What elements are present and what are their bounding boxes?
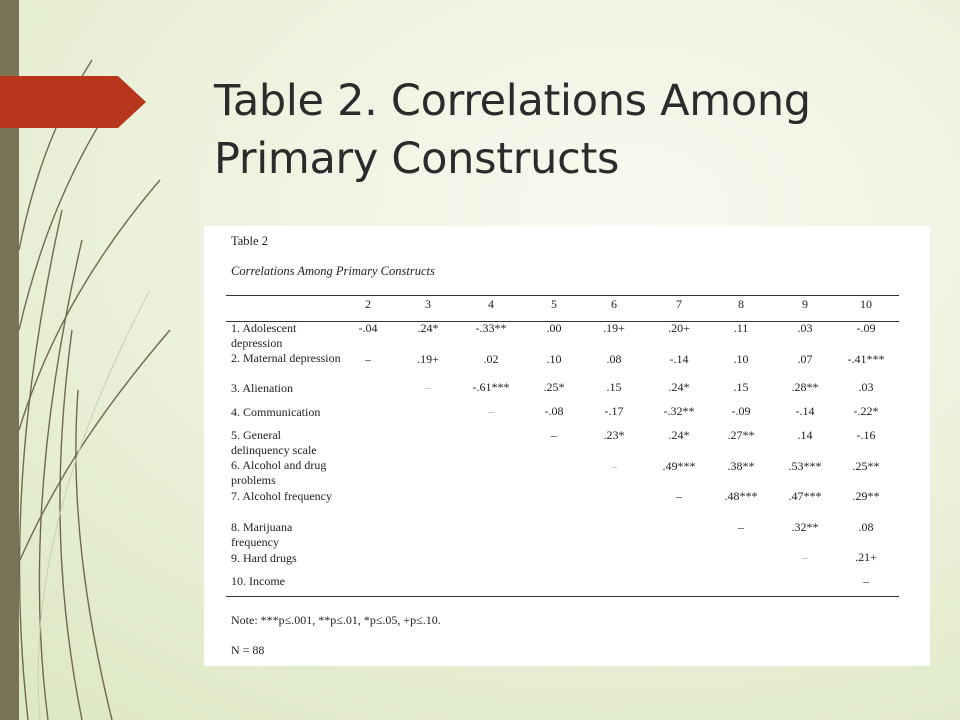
table-cell: -.22*	[853, 404, 879, 418]
table-cell: .15	[606, 380, 622, 394]
column-header: 7	[676, 297, 682, 311]
table-cell: –	[425, 380, 431, 394]
row-label: 3. Alienation	[231, 381, 293, 395]
table-cell: .27**	[727, 428, 755, 442]
table-cell: -.17	[604, 404, 624, 418]
table-cell: .38**	[727, 459, 755, 473]
table-cell: .10	[546, 352, 562, 366]
column-header: 6	[611, 297, 617, 311]
table-subtitle: Correlations Among Primary Constructs	[231, 264, 435, 278]
column-header: 2	[365, 297, 371, 311]
table-cell: .15	[733, 380, 749, 394]
table-cell: .21+	[855, 550, 877, 564]
column-header: 8	[738, 297, 744, 311]
table-cell: .11	[733, 321, 749, 335]
table-cell: –	[738, 520, 744, 534]
column-header: 3	[425, 297, 431, 311]
table-cell: -.14	[795, 404, 815, 418]
table-bottom-rule	[226, 596, 899, 597]
row-label: 9. Hard drugs	[231, 551, 297, 565]
table-cell: -.16	[856, 428, 876, 442]
table-top-rule	[226, 295, 899, 296]
table-cell: .03	[797, 321, 813, 335]
table-cell: .48***	[724, 489, 758, 503]
table-cell: .24*	[417, 321, 439, 335]
table-cell: .25**	[852, 459, 880, 473]
table-label: Table 2	[231, 234, 268, 248]
table-cell: .08	[858, 520, 874, 534]
table-cell: .00	[546, 321, 562, 335]
table-cell: –	[611, 459, 617, 473]
table-cell: .49***	[662, 459, 696, 473]
table-cell: .29**	[852, 489, 880, 503]
table-cell: .23*	[603, 428, 625, 442]
row-label: 7. Alcohol frequency	[231, 489, 332, 503]
table-cell: .24*	[668, 380, 690, 394]
table-cell: -.09	[731, 404, 751, 418]
table-cell: .32**	[791, 520, 819, 534]
table-cell: –	[365, 352, 371, 366]
table-cell: -.04	[358, 321, 378, 335]
table-cell: –	[802, 550, 808, 564]
row-label: 2. Maternal depression	[231, 351, 341, 365]
table-cell: -.08	[544, 404, 564, 418]
table-cell: .28**	[791, 380, 819, 394]
table-cell: .03	[858, 380, 874, 394]
table-cell: –	[676, 489, 682, 503]
column-header: 5	[551, 297, 557, 311]
table-cell: .07	[797, 352, 813, 366]
table-cell: .53***	[788, 459, 822, 473]
table-cell: .24*	[668, 428, 690, 442]
table-cell: .14	[797, 428, 813, 442]
column-header: 10	[860, 297, 872, 311]
table-cell: -.32**	[663, 404, 695, 418]
table-cell: –	[488, 404, 494, 418]
row-label: 6. Alcohol and drug problems	[231, 458, 327, 487]
column-header: 9	[802, 297, 808, 311]
row-label: 1. Adolescent depression	[231, 321, 297, 350]
table-note: Note: ***p≤.001, **p≤.01, *p≤.05, +p≤.10.	[231, 613, 441, 627]
row-label: 4. Communication	[231, 405, 321, 419]
table-cell: –	[551, 428, 557, 442]
table-cell: -.61***	[472, 380, 510, 394]
table-cell: .19+	[417, 352, 439, 366]
table-cell: .47***	[788, 489, 822, 503]
table-cell: .25*	[543, 380, 565, 394]
table-cell: .10	[733, 352, 749, 366]
table-cell: .20+	[668, 321, 690, 335]
table-cell: -.09	[856, 321, 876, 335]
slide-title	[214, 72, 914, 188]
table-cell: -.33**	[475, 321, 507, 335]
sample-size: N = 88	[231, 643, 265, 657]
table-cell: .02	[483, 352, 499, 366]
table-cell: -.14	[669, 352, 689, 366]
row-label: 5. General delinquency scale	[231, 428, 317, 457]
slide-title-line-1: Table 2. Correlations Among	[214, 76, 811, 126]
table-cell: .19+	[603, 321, 625, 335]
red-arrow-shape	[0, 76, 146, 128]
correlation-table-image	[204, 226, 930, 666]
row-label: 8. Marijuana frequency	[231, 520, 293, 549]
slide-title-line-2: Primary Constructs	[214, 134, 620, 184]
row-label: 10. Income	[231, 574, 285, 588]
column-header: 4	[488, 297, 494, 311]
table-cell: –	[863, 574, 869, 588]
table-cell: -.41***	[847, 352, 885, 366]
table-cell: .08	[606, 352, 622, 366]
